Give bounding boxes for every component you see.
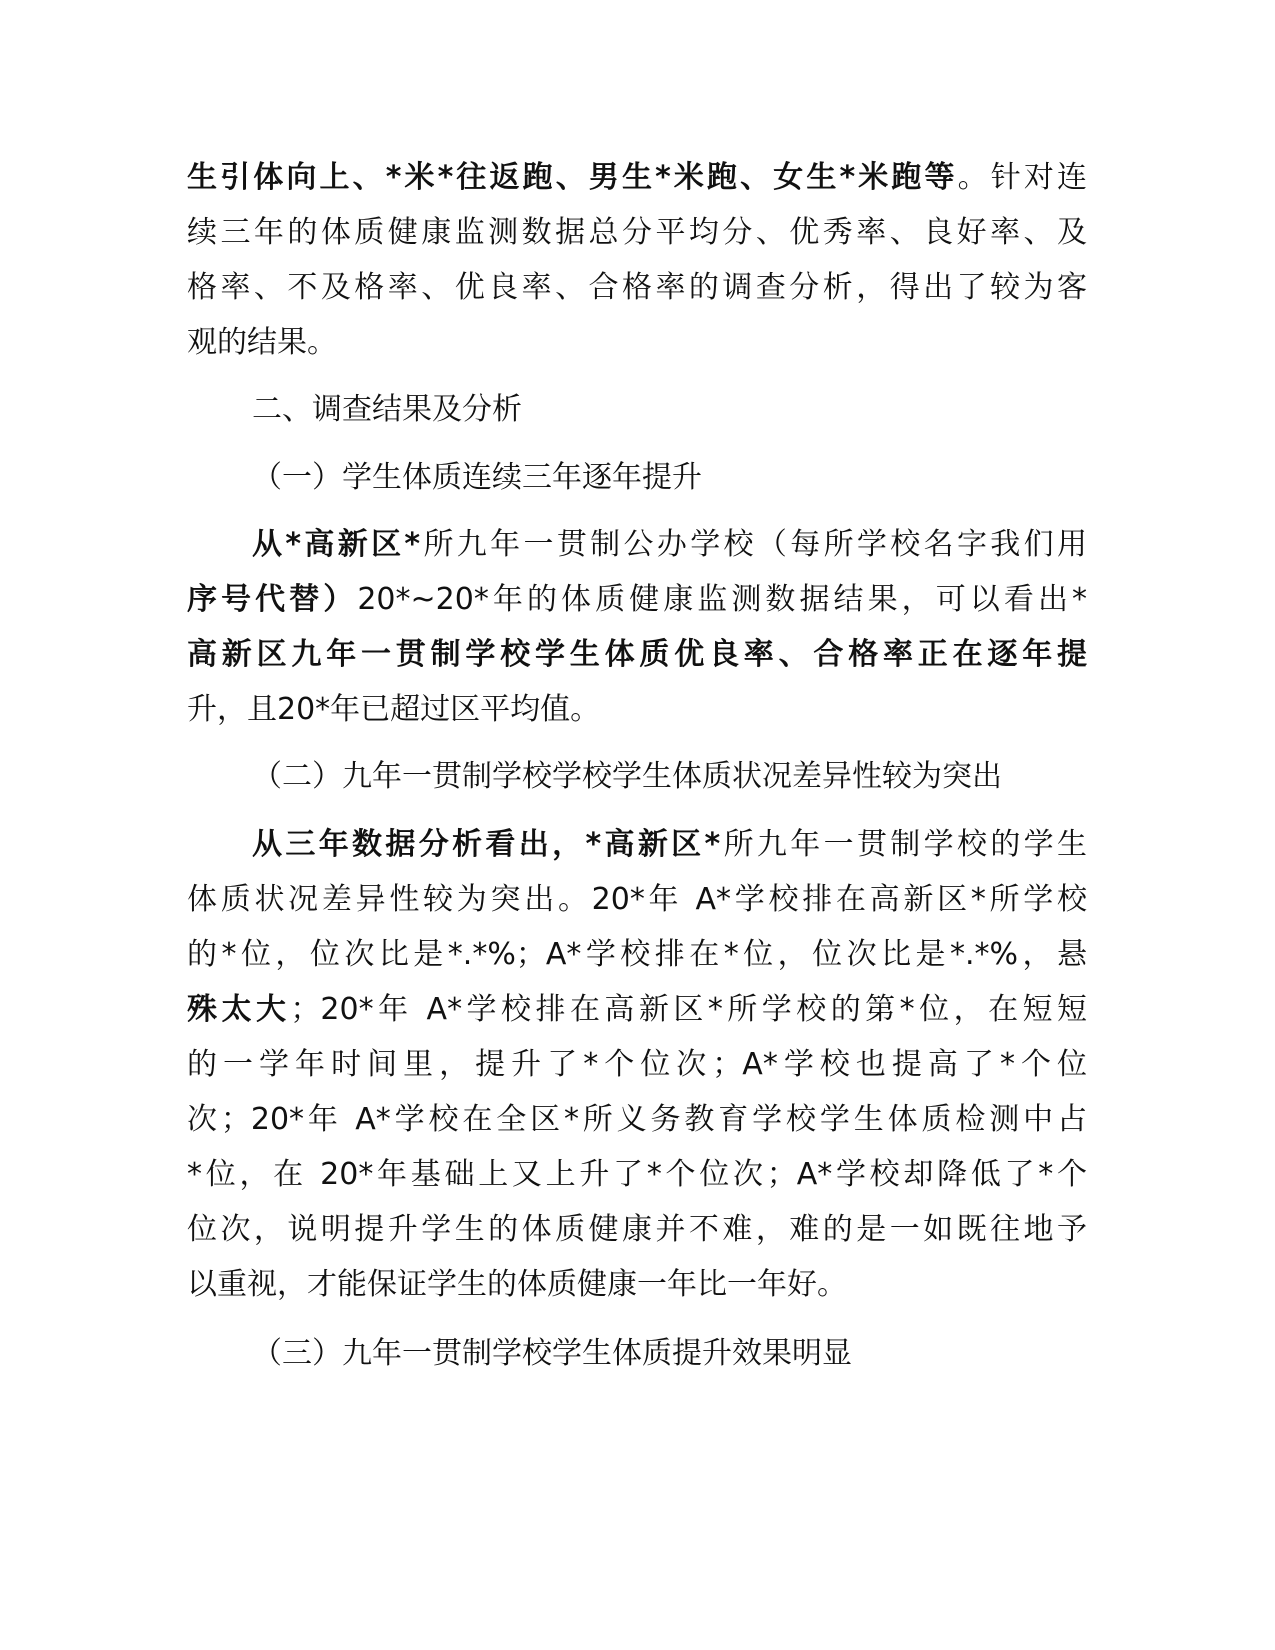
text-run: 的*位，位次比是*.*%；A*学校排在*位，位次比是*.*%，悬 [187, 937, 1087, 972]
bold-run: ，*高新区* [552, 827, 721, 862]
paragraph-1-line-4 [187, 315, 1087, 371]
paragraph-3-line-9 [187, 1257, 1087, 1313]
paragraph-3-line-5 [187, 1037, 1087, 1093]
text-run: 的一学年时间里，提升了*个位次；A*学校也提高了*个位 [187, 1047, 1087, 1082]
text-run: 20*~20*年的体质健康监测数据结果，可以看出* [357, 582, 1087, 617]
paragraph-1-line-3 [187, 260, 1087, 316]
subsection-heading-2-3 [252, 1326, 1087, 1382]
paragraph-3-line-1 [252, 817, 1087, 873]
bold-run: 从三年数据分析看出 [252, 827, 553, 862]
paragraph-3-line-8 [187, 1202, 1087, 1258]
text-run: 观的结果。 [187, 325, 337, 360]
text-run: 所九年一贯制学校的学生 [720, 827, 1087, 862]
paragraph-3-line-7 [187, 1147, 1087, 1203]
text-run: ；20*年 A*学校排在高新区*所学校的第*位，在短短 [290, 992, 1087, 1027]
heading-text: （一）学生体质连续三年逐年提升 [252, 460, 702, 495]
text-run: 以重视，才能保证学生的体质健康一年比一年好。 [187, 1267, 847, 1302]
text-run: 。针对连 [957, 160, 1087, 195]
subsection-heading-2-2 [252, 749, 1087, 805]
paragraph-2-line-3 [187, 627, 1087, 683]
section-heading-2 [252, 382, 1087, 438]
heading-text: （三）九年一贯制学校学生体质提升效果明显 [252, 1336, 852, 1371]
paragraph-2-line-1 [252, 517, 1087, 573]
heading-text: 二、调查结果及分析 [252, 392, 522, 427]
paragraph-3-line-4 [187, 982, 1087, 1038]
paragraph-1-line-2 [187, 205, 1087, 261]
bold-run: 殊太大 [187, 992, 291, 1027]
paragraph-3-line-2 [187, 872, 1087, 928]
bold-run: 生引体向上、*米*往返跑、男生*米跑、女生*米跑等 [187, 160, 958, 195]
text-run: 格率、不及格率、优良率、合格率的调查分析，得出了较为客 [187, 270, 1087, 305]
subsection-heading-2-1 [252, 450, 1087, 506]
bold-run: 高新区九年一贯制学校学生体质优良率、合格率正在逐年提 [187, 637, 1087, 672]
text-run: 位次，说明提升学生的体质健康并不难，难的是一如既往地予 [187, 1212, 1087, 1247]
text-run: 体质状况差异性较为突出。20*年 A*学校排在高新区*所学校 [187, 882, 1087, 917]
paragraph-2-line-2 [187, 572, 1087, 628]
text-run: 次；20*年 A*学校在全区*所义务教育学校学生体质检测中占 [187, 1102, 1087, 1137]
bold-run: 从*高新区* [252, 527, 421, 562]
heading-text: （二）九年一贯制学校学校学生体质状况差异性较为突出 [252, 759, 1002, 794]
text-run: 升，且20*年已超过区平均值。 [187, 692, 601, 727]
paragraph-3-line-3 [187, 927, 1087, 983]
text-run: *位，在 20*年基础上又上升了*个位次；A*学校却降低了*个 [187, 1157, 1087, 1192]
paragraph-1-line-1 [187, 150, 1087, 206]
text-run: 所九年一贯制公办学校（每所学校名字我们用 [420, 527, 1087, 562]
text-run: 续三年的体质健康监测数据总分平均分、优秀率、良好率、及 [187, 215, 1087, 250]
paragraph-2-line-4 [187, 682, 1087, 738]
paragraph-3-line-6 [187, 1092, 1087, 1148]
bold-run: 序号代替） [187, 582, 358, 617]
